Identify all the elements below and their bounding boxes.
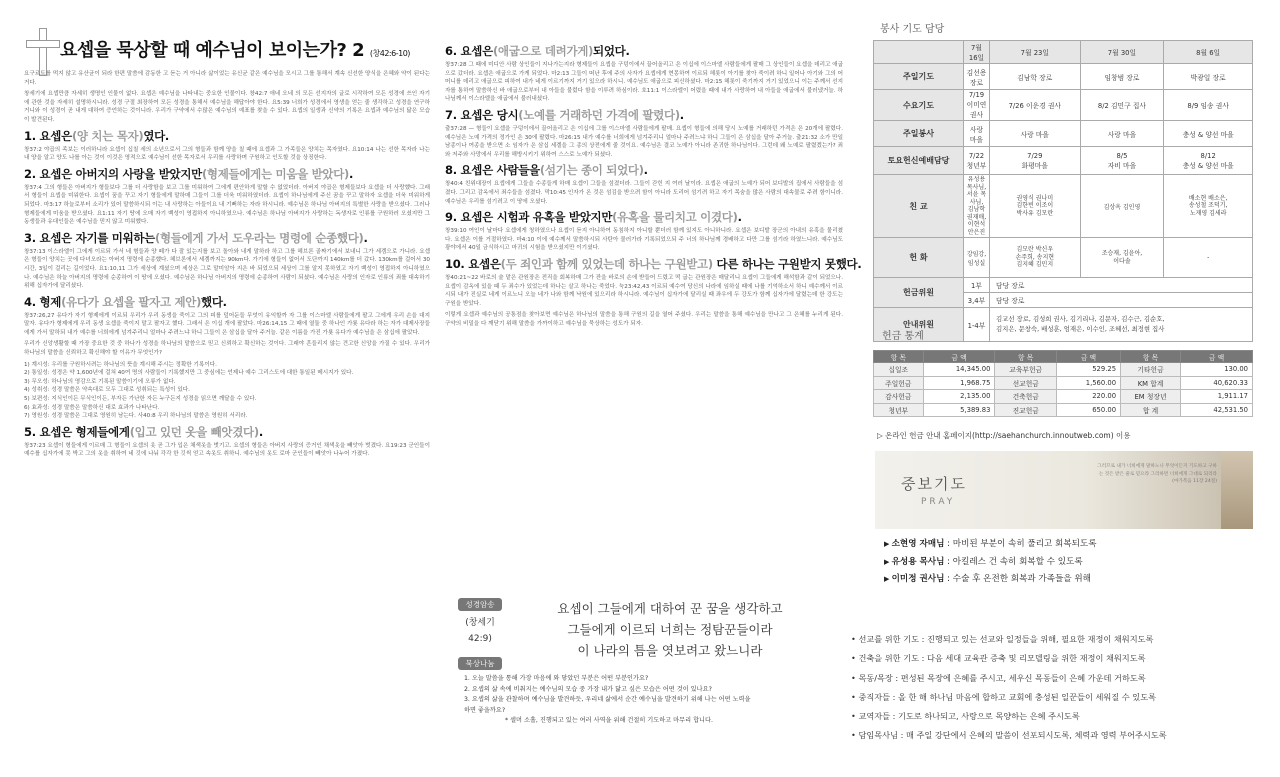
duty-cell: 김상옥 김인영 <box>1080 175 1164 238</box>
duty-cell: 담당 장로 <box>990 293 1253 308</box>
finance-item: 십일조 <box>874 363 924 377</box>
section-head-text: 요셉은 사람들을 <box>460 163 540 178</box>
section-head-text: 요셉은 아버지의 사랑을 받았지만 <box>39 166 202 181</box>
finance-amount: 14,345.00 <box>923 363 995 377</box>
duty-cell: 김남학 장로 <box>990 64 1081 90</box>
section-body: 창37:23 요셉이 형들에게 이르매 그 형들이 요셉의 옷 곧 그가 입은 채색옷을 벗기고. 요셉의 형들은 아버지 사랑의 증거인 채색옷을 빼앗아 벗겼다. 요19:23 군인들이 예수를 십자가에 못 박고 그의 옷을 취하여 네 깃에 나눠 각각 한 깃씩 얻고 속옷도 취하니. 예수님의 옷도 로마 군인들이 빼앗아 나누어 가졌다. <box>24 442 430 458</box>
duty-cell: - <box>1164 238 1253 278</box>
finance-amount: 1,968.75 <box>923 376 995 390</box>
duty-row-label: 헌금위원 <box>874 278 964 308</box>
section-heading <box>24 230 430 246</box>
duty-row-label: 친 교 <box>874 175 964 238</box>
section-tail: . <box>363 230 368 245</box>
article-title: 요셉을 묵상할 때 예수님이 보이는가? 2 (창42:6-10) <box>60 40 410 61</box>
duty-cell: 김교선 장로, 김성희 권사, 김기리나, 김문자, 김수근, 김순호, 김지은, 문창숙, 배성훈, 엄재은, 이수인, 조혜선, 최정현 집사 <box>990 308 1253 342</box>
finance-col-amount: 금 액 <box>1056 351 1120 363</box>
article-middle-column <box>445 40 862 600</box>
section-body: 창37:13 이스라엘이 그에게 이르되 가서 네 형들과 양 떼가 다 잘 있는지를 보고 돌아와 내게 말하라 하고 그를 헤브론 골짜기에서 보내니 그가 세겜으로 가니라. 요셉은 형들이 양치는 곳에 다녀오라는 아버지 명령에 순종했다. 헤브론에서 세겜까지는 90km다. 가기에 형들이 없어서 도단까지 140km를 더 갔다. 130km를 걸어서 30시간, 3일이 걸리는 길이었다. 요1:10,11 그가 세상에 계셨으며 세상은 그로 말미암아 지은 바 되었으되 세상이 그를 알지 못하였고 자기 백성이 영접하지 아니하였으나. 예수님은 하늘 아버지의 명령에 순종하여 이 땅에 오셨다. 예수님은 하나님 아버지의 명령에 순종하여 사람이 되셨다. 예수님은 사랑의 인자로 인류의 죄를 대속하기 위해 십자가에 달리셨다. <box>24 248 430 290</box>
duty-cell: 8/12 충성 & 양선 마을 <box>1164 147 1253 175</box>
section-number: 1. <box>24 128 36 143</box>
memory-verse-label: 성경암송 <box>458 598 502 611</box>
finance-amount: 130.00 <box>1181 363 1253 377</box>
duty-row-label: 헌 화 <box>874 238 964 278</box>
section-highlight: (형들에게 가서 도우라는 명령에 순종했다) <box>155 230 364 245</box>
section-list-item: 4) 성취성: 성경 말씀은 약속대로 모두 그대로 성취되는 특성이 있다. <box>24 387 190 394</box>
section-tail: 되었다. <box>593 44 630 58</box>
section-tail: . <box>679 107 684 122</box>
finance-item: 진교헌금 <box>995 403 1056 417</box>
finance-row <box>874 363 1253 377</box>
cross-icon <box>26 28 60 76</box>
finance-item: 주일헌금 <box>874 376 924 390</box>
section-number: 9. <box>445 210 457 225</box>
section-tail: . <box>737 210 742 225</box>
section-number: 5. <box>24 424 36 439</box>
section-body: 창37:26,27 유다가 자기 형제에게 이르되 우리가 우리 동생을 죽이고 그의 피를 덮어둔들 무엇이 유익할까 자 그를 이스마엘 사람들에게 팔고 그에게 우리 손을 대지 말자. 유다가 형제에게 우리 동생 요셉을 죽이지 말고 팔자고 했다. 그래서 은 이십 개에 팔았다. 마26:14,15 그 때에 열둘 중 하나인 가룟 유다라 하는 자가 대제사장들에게 가서 말하되 내가 예수를 너희에게 넘겨주리니 얼마나 주려느냐 하니 그들이 은 삼십을 달아 주거늘. 같은 이름을 가진 가룟 유다가 예수님을 은 삼십에 팔았다. <box>24 312 430 336</box>
intercession-item: ▶ 소현영 자매님 : 마비된 부분이 속히 풀리고 회복되도록 <box>884 536 1244 554</box>
duty-cell: 3,4부 <box>964 293 990 308</box>
section-highlight: (애굽으로 데려가게) <box>492 44 594 58</box>
duty-date: 8월 6일 <box>1164 41 1253 64</box>
duty-cell: 사랑 마을 <box>964 121 990 147</box>
sharing-note: * 셀머 소홀, 진행되고 있는 여러 사역을 위해 건절히 기도하고 마무리 합니다. <box>505 717 713 724</box>
section-head-text: 요셉은 <box>39 128 72 143</box>
memory-verse-text: 요셉이 그들에게 대하여 꾼 꿈을 생각하고 그들에게 이르되 너희는 정탐꾼들이라 이 나라의 틈을 엿보려고 왔느니라 <box>557 601 783 658</box>
duty-row-label: 안내위원 <box>874 308 964 342</box>
intro-paragraph: 창세기에 요셉만큼 자세히 생명인 인물이 없다. 요셉은 예수님을 나타내는 중요한 인물이다. 창42:7 애네 오네 의 모든 선지자의 글로 시작하여 모든 성경에 쓰인 자기에 관한 것을 자세히 설명하시니라. 성경 구절 최장하여 모든 성경을 통해서 예수님을 해답아야 한다. 요5:39 너희가 성경에서 영생을 얻는 줄 생각하고 성경을 연구하거니와 이 성경이 곧 내게 대하여 증언하는 것이니라. 우리가 구약에서 수많은 예수님의 예표를 찾을 수 있다. 요셉의 일생과 신약의 기록은 요셉과 예수님의 닮은 모습이 발견된다. <box>24 91 430 123</box>
finance-table <box>873 350 1253 417</box>
section-body: 출37:28 — 형들이 요셉을 구덩이에서 끌어올리고 은 이십에 그를 이스마엘 사람들에게 팔매. 요셉이 형들에 의해 당시 노예를 거래하던 가격은 은 20개에 팔렸다. 예수님은 노예 가격의 정가인 은 30에 팔렸다. 마26:15 내가 예수를 너희에게 넘겨주리니 얼마나 주려느냐 하니 그들이 은 삼십을 달아 주거늘. 출21:32 소가 만일 남종이나 여종을 받으면 소 임자가 은 삼십 세겔을 그 종의 상전에게 줄 것이요. 예수님은 결코 노예가 아니라 존귀한 하나님이다. 그런데 왜 노예로 팔렸겠는가? 죄와 저주와 사망에서 우리를 해방시키기 위하여 스스로 노예가 되셨다. <box>445 125 843 158</box>
section-body: 이렇게 요셉과 예수님의 공통점을 찾아보면 예수님은 하나님의 말씀을 통해 구원의 길을 열어 주셨다. 우리는 말씀을 통해 예수님을 만나고 그 은혜를 누리게 된다. 구약의 비밀을 다 깨닫기 위해 말씀을 가까이하고 예수님을 묵상하는 성도가 되자. <box>445 312 843 327</box>
section-heading <box>445 162 843 178</box>
duty-cell: 권영식 권나미 김한빈 이조이 박사유 김모란 <box>990 175 1081 238</box>
section-tail: . <box>348 166 354 181</box>
prayer-topic: • 교역자들 : 기도로 하나되고, 사랑으로 목양하는 은혜 주시도록 <box>851 707 1271 726</box>
finance-amount: 220.00 <box>1056 390 1120 404</box>
sharing-question: 2. 요셉의 삶 속에 비춰지는 예수님의 모습 중 가장 내가 닮고 싶은 모습은 어떤 것이 있나요? <box>464 685 712 693</box>
duty-cell: 강임강, 임성실 <box>964 238 990 278</box>
duty-cell: 김선용 장로 <box>964 64 990 90</box>
intercession-item: ▶ 이미정 권사님 : 수술 후 온전한 회복과 가족들을 위해 <box>884 571 1244 589</box>
finance-col-item: 항 목 <box>995 351 1056 363</box>
section-tail: . <box>643 163 648 178</box>
section-list-item: 1) 계시성: 우리를 구원하시려는 하나님의 뜻을 계시해 주시는 정확한 기록이다. <box>24 361 217 368</box>
finance-amount: 2,135.00 <box>923 390 995 404</box>
finance-item: 합 계 <box>1121 403 1181 417</box>
section-heading <box>445 107 843 123</box>
finance-row <box>874 376 1253 390</box>
section-head-text: 요셉은 자기를 미워하는 <box>39 230 155 245</box>
finance-amount: 40,620.33 <box>1181 376 1253 390</box>
section-list-item: 6) 효과성: 성경 말씀은 말씀하신 대로 효과가 나타난다. <box>24 404 160 411</box>
section-highlight: (양 치는 목자) <box>71 128 144 143</box>
duty-cell: 충성 & 양선 마을 <box>1164 121 1253 147</box>
section-number: 8. <box>445 163 457 178</box>
prayer-topic: • 건축을 위한 기도 : 다음 세대 교육관 증축 및 리모델링을 위한 재정이 채워지도록 <box>851 649 1271 668</box>
section-highlight: (유다가 요셉을 팔자고 제안) <box>61 294 202 309</box>
section-list-item: 2) 통일성: 성경은 약 1,600년에 걸쳐 40여 명의 사람들이 기록했지만 그 중심에는 언제나 예수 그리스도에 대한 통일된 메시지가 있다. <box>24 370 354 377</box>
duty-cell: 조승재, 김윤아, 이다솔 <box>1080 238 1164 278</box>
finance-item: 교육부헌금 <box>995 363 1056 377</box>
section-highlight: (유혹을 물리치고 이겼다) <box>612 210 738 225</box>
section-heading <box>445 43 843 59</box>
finance-col-item: 항 목 <box>874 351 924 363</box>
duty-row-label: 주일봉사 <box>874 121 964 147</box>
prayer-topic: • 목동/목장 : 편성된 목장에 은혜를 주시고, 세우신 목동들이 은혜 가운데 거하도록 <box>851 669 1271 688</box>
memory-verse-reference: (창세기 42:9) <box>465 618 495 644</box>
duty-cell: 8/2 김민구 집사 <box>1080 90 1164 121</box>
finance-item: 감사헌금 <box>874 390 924 404</box>
section-number: 2. <box>24 166 36 181</box>
finance-item: KM 합계 <box>1121 376 1181 390</box>
section-highlight: (두 죄인과 함께 있었는데 하나는 구원받고) <box>500 256 713 271</box>
section-heading <box>24 166 430 182</box>
duty-cell: 배소현 배소은, 송성철 조덕기, 노재영 김세라 <box>1164 175 1253 238</box>
section-body: 창40:21~22 바로의 술 맡은 관원장은 전직을 회복하매 그가 잔을 바로의 손에 받들어 드렸고 떡 굽는 관원장은 매달리니 요셉이 그들에게 해석함과 같이 되었으나. 요셉이 감옥에 있을 때 두 죄수가 있었는데 하나는 살고 하나는 죽었다. 눅23:42,43 이르되 예수여 당신의 나라에 임하실 때에 나를 기억하소서 하니 예수께서 이르시되 내가 진실로 네게 이르노니 오늘 네가 나와 함께 낙원에 있으리라 하시니라. 예수님이 십자가에 달리실 때 좌우에 두 강도가 함께 십자가에 달렸는데 한 강도는 구원을 받았다. <box>445 274 843 307</box>
section-list-item: 7) 영원성: 성경 말씀은 그대로 영원히 남는다. 사40:8 우리 하나님의 말씀은 영원히 서리라. <box>24 413 248 420</box>
section-body: 창40:4 친위대장이 요셉에게 그들을 수종들게 하매 요셉이 그들을 섬겼더라. 그들이 갇힌 지 여러 날이라. 요셉은 애굽의 노예가 되어 보디발의 집에서 사람들을 섬겼다. 그리고 감옥에서 죄수들을 섬겼다. 막10:45 인자가 온 것은 섬김을 받으려 함이 아니라 도리어 섬기려 하고 자기 목숨을 많은 사람의 대속물로 주려 함이니라. 예수님은 우리를 섬기려고 이 땅에 오셨다. <box>445 181 843 205</box>
finance-item: EM 청장년 <box>1121 390 1181 404</box>
section-tail: . <box>258 424 263 439</box>
section-heading <box>24 294 430 310</box>
meditation-sharing-label: 묵상나눔 <box>458 657 502 670</box>
finance-row <box>874 403 1253 417</box>
section-head-text: 요셉은 당시 <box>460 107 519 122</box>
sharing-question: 1. 오늘 말씀을 통해 가장 마음에 와 닿았던 부분은 어떤 부분인가요? <box>464 675 649 682</box>
duty-cell: 8/5 자비 마을 <box>1080 147 1164 175</box>
section-tail: 했다. <box>201 294 227 309</box>
finance-amount: 5,389.83 <box>923 403 995 417</box>
duty-row-label: 수요기도 <box>874 90 964 121</box>
section-body: 우리가 신앙생활할 때 가장 중요한 것 중 하나가 성경을 하나님의 말씀으로 믿고 신뢰하고 확신하는 것이다. 그래야 흔들리지 않는 견고한 신앙을 가질 수 있다. 우리가 하나님의 말씀을 신뢰하고 확신해야 할 이유가 무엇인가? <box>24 341 430 357</box>
duty-cell: 1-4부 <box>964 308 990 342</box>
section-tail: 였다. <box>143 128 169 143</box>
section-heading <box>445 209 843 225</box>
section-list-item: 3) 무오성: 하나님의 영감으로 기록된 말씀이기에 오류가 없다. <box>24 378 176 385</box>
section-highlight: (입고 있던 옷을 빼앗겼다) <box>129 424 259 439</box>
finance-heading: 헌금 통계 <box>882 331 924 342</box>
meditation-sharing-box <box>458 657 758 747</box>
sharing-question: 3. 요셉의 삶을 관찰하며 예수님을 발견하듯, 우리네 삶에서 순간 예수님을 발견하기 위해 나는 어떤 노력을 하면 좋을까요? <box>464 696 751 714</box>
duty-row-label: 토요헌신예배담당 <box>874 147 964 175</box>
duty-cell: 1부 <box>964 278 990 293</box>
section-highlight: (형제들에게는 미움을 받았다) <box>201 166 349 181</box>
section-body: 창37:28 그 때에 미디안 사람 상인들이 지나가는지라 형제들이 요셉을 구덩이에서 끌어올리고 은 이십에 이스마엘 사람들에게 팔매 그 상인들이 요셉을 데리고 애굽으로 갔더라. 요셉은 애굽으로 가게 되었다. 마2:13 그들이 떠난 후에 주의 사자가 요셉에게 현몽하여 이르되 헤롯이 아기를 찾아 죽이려 하니 일어나 아기와 그의 어머니를 데리고 애굽으로 피하여 내가 네게 이르기까지 거기 있으라 하시니. 예수님도 애굽으로 피신하셨다. 마2:15 헤롯이 죽기까지 거기 있었으니 이는 주께서 선지자를 통하여 말씀하신 바 애굽으로부터 내 아들을 불렀다 함을 이루려 하심이라. 호11:1 이스라엘이 어렸을 때에 내가 사랑하여 내 아들을 애굽에서 불러냈거늘. 하나님께서 이스라엘을 애굽에서 불러내셨다. <box>445 62 843 103</box>
intro-paragraph: 요구르트를 먹지 않고 유산균이 되라 한편 말씀에 감동한 고 듣는 거 아니라 삶이었는 유신균 같은 예수님을 모시고 그를 통해서 계속 신선한 양식을 은혜와 약이 된다는 거다. <box>24 71 430 86</box>
duty-heading: 봉사 기도 담당 <box>880 24 945 35</box>
section-number: 4. <box>24 294 36 309</box>
article-left-column <box>24 28 430 768</box>
section-heading <box>445 256 862 272</box>
duty-cell: 7/19 이미연 권사 <box>964 90 990 121</box>
duty-date: 7월 30일 <box>1080 41 1164 64</box>
finance-amount: 650.00 <box>1056 403 1120 417</box>
finance-item: 선교헌금 <box>995 376 1056 390</box>
finance-col-amount: 금 액 <box>1181 351 1253 363</box>
duty-cell: 김모란 박신우 손주희, 송지현 김지혜 김민지 <box>990 238 1081 278</box>
finance-amount: 529.25 <box>1056 363 1120 377</box>
section-heading <box>24 424 430 440</box>
section-head-text: 요셉은 시험과 유혹을 받았지만 <box>460 210 613 225</box>
section-list-item: 5) 보편성: 지식인이든 무식인이든, 부자든 가난한 자든 누구든지 성경을 읽으면 깨달을 수 있다. <box>24 396 257 403</box>
duty-cell: 박광일 장로 <box>1164 64 1253 90</box>
prayer-topic: • 선교를 위한 기도 : 진행되고 있는 선교와 일정들을 위해, 필요한 재정이 채워지도록 <box>851 630 1271 649</box>
finance-amount: 1,911.17 <box>1181 390 1253 404</box>
section-highlight: (섬기는 종이 되었다) <box>539 163 644 178</box>
prayer-banner-title: 중보기도 <box>901 475 967 493</box>
section-tail: 다른 하나는 구원받지 못했다. <box>712 256 862 271</box>
intercession-item: ▶ 유성용 목사님 : 아킬레스 건 속히 회복할 수 있도록 <box>884 554 1244 572</box>
online-offering-info: ▷ 온라인 헌금 안내 홈페이지(http://saehanchurch.innoutweb.com) 이용 <box>877 431 1131 440</box>
section-body: 창37:2 야곱의 족보는 이러하니라 요셉이 십칠 세의 소년으로서 그의 형들과 함께 양을 칠 때에 요셉과 그 가족들은 양치는 목자였다. 요10:14 나는 선한 목자라 나는 내 양을 알고 양도 나를 아는 것이 이것은 영적으로 예수님이 선한 목자로서 우리를 사랑하며 구원하고 인도할 것을 상징한다. <box>24 146 430 162</box>
duty-date: 7월 16일 <box>964 41 990 64</box>
article-body-left <box>24 70 430 462</box>
duty-cell: 7/29 화평마을 <box>990 147 1081 175</box>
duty-cell: 임창범 장로 <box>1080 64 1164 90</box>
prayer-banner-verse: 그러므로 내가 너희에게 말하노니 무엇이든지 기도하고 구하는 것은 받은 줄로 믿으라 그리하면 너희에게 그대로 되리라 (마가복음 11장 24절) <box>1097 464 1217 484</box>
section-head-text: 요셉은 <box>460 44 493 58</box>
duty-cell: 사랑 마을 <box>990 121 1081 147</box>
section-heading <box>24 128 430 144</box>
duty-cell: 8/9 임송 권사 <box>1164 90 1253 121</box>
finance-col-amount: 금 액 <box>923 351 995 363</box>
section-head-text: 형제 <box>39 294 62 309</box>
intercession-list <box>884 536 1244 589</box>
section-head-text: 요셉은 <box>468 256 501 271</box>
prayer-banner-subtitle: PRAY <box>921 497 956 507</box>
section-number: 6. <box>445 44 457 58</box>
duty-date: 7월 23일 <box>990 41 1081 64</box>
section-body: 창39:10 여인이 날마다 요셉에게 청하였으나 요셉이 듣지 아니하여 동침하지 아니할 뿐더러 함께 있지도 아니하니라. 요셉은 보디발 장군의 아내의 유혹을 물리쳤다. 요셉은 이를 거절하였다. 마4:10 이에 예수께서 말씀하시되 사탄아 물러가라 기록되었으되 주 너의 하나님께 경배하고 다만 그를 섬기라 하였느니라. 예수님도 광야에서 40일 금식하시고 마귀의 시험을 받으셨지만 이기셨다. <box>445 228 843 252</box>
section-number: 10. <box>445 256 465 271</box>
duty-cell: 사랑 마을 <box>1080 121 1164 147</box>
finance-amount: 42,531.50 <box>1181 403 1253 417</box>
duty-row-label: 주일기도 <box>874 64 964 90</box>
duty-cell: 유성용 목사님, 서윤 목사님, 김남학 권재매, 이현석 안은진 <box>964 175 990 238</box>
duty-cell: 7/26 이운경 권사 <box>990 90 1081 121</box>
duty-cell: 담당 장로 <box>990 278 1253 293</box>
section-head-text: 요셉은 형제들에게 <box>39 424 130 439</box>
prayer-topic: • 담임목사님 : 매 주일 강단에서 은혜의 말씀이 선포되시도록, 체력과 영력 부어주시도록 <box>851 726 1271 745</box>
section-number: 7. <box>445 107 457 122</box>
finance-item: 건축헌금 <box>995 390 1056 404</box>
finance-row <box>874 390 1253 404</box>
section-number: 3. <box>24 230 36 245</box>
duty-corner <box>874 41 964 64</box>
duty-table <box>873 40 1253 342</box>
praying-hands-image <box>1221 451 1253 529</box>
intercessory-prayer-banner <box>875 451 1253 529</box>
finance-amount: 1,560.00 <box>1056 376 1120 390</box>
finance-col-item: 항 목 <box>1121 351 1181 363</box>
finance-item: 청년부 <box>874 403 924 417</box>
sharing-question-list <box>464 674 754 727</box>
prayer-topic: • 중직자들 : 올 한 해 하나님 마음에 합하고 교회에 충성된 일꾼들이 세워질 수 있도록 <box>851 688 1271 707</box>
finance-item: 기타헌금 <box>1121 363 1181 377</box>
duty-cell: 7/22 청년부 <box>964 147 990 175</box>
section-highlight: (노예를 거래하던 가격에 팔렸다) <box>518 107 680 122</box>
prayer-topics-list <box>851 630 1271 746</box>
section-body: 창37:4 그의 형들은 아버지가 형들보다 그를 더 사랑함을 보고 그를 미워하여 그에게 편안하게 말할 수 없었더라. 아버지 야곱은 형제들보다 요셉을 더 사랑했다. 그래서 형들이 요셉을 미워한다. 요셉이 꿈을 꾸고 자기 형들에게 말하매 그들이 그를 더욱 미워하였더라. 요셉이 하나님에게 주신 꿈을 꾸고 말하자 요셉을 더욱 미워하게 되었다. 마3:17 하늘로부터 소리가 있어 말씀하시되 이는 내 사랑하는 아들이요 내 기뻐하는 자라 하시니라. 예수님은 하나님 아버지의 특별한 사랑을 받으셨다. 그러나 형제들에게 미움을 받으셨다. 요1:11 자기 땅에 오매 자기 백성이 영접하지 아니하였으나. 예수님은 하나님 아버지가 사랑하는 독생자로 인류를 구원하러 오셨지만 그 동생들과 유대인들은 예수님을 믿지 않고 미워했다. <box>24 184 430 226</box>
